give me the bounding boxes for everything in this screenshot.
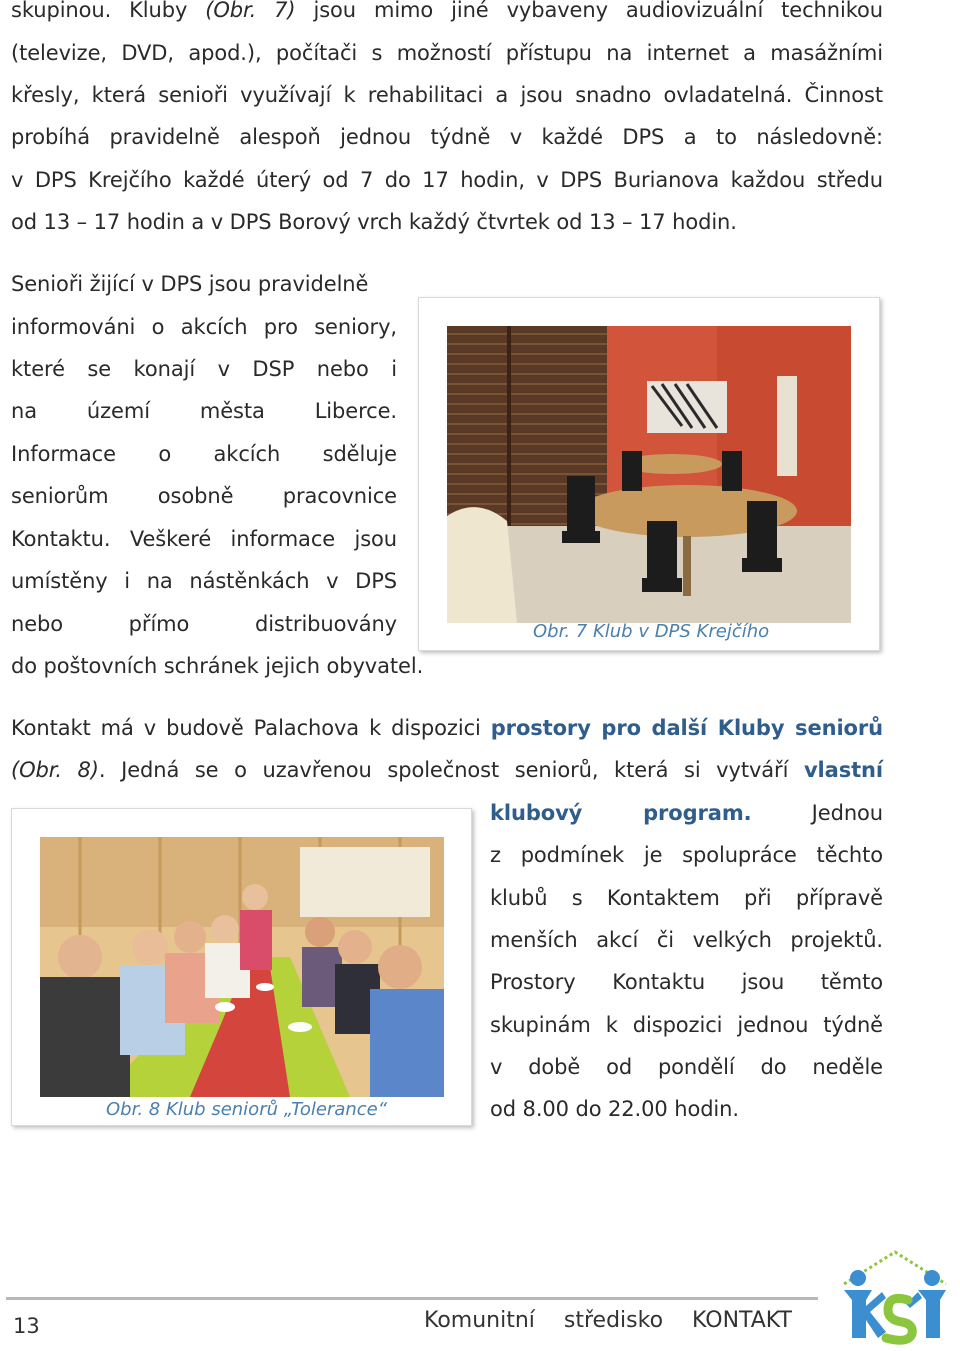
text-span: Jednou bbox=[751, 801, 883, 825]
page-number: 13 bbox=[13, 1314, 40, 1338]
footer-title: Komunitní středisko KONTAKT bbox=[424, 1308, 792, 1333]
text-line: Prostory Kontaktu jsou těmto bbox=[490, 970, 883, 994]
text-line: které se konají v DSP nebo i bbox=[11, 357, 397, 381]
text-line: v době od pondělí do neděle bbox=[490, 1055, 883, 1079]
text-line: (televize, DVD, apod.), počítači s možností přístupu na internet a masážními bbox=[11, 41, 883, 65]
text-line: nebo přímo distribuovány bbox=[11, 612, 397, 636]
highlighted-text: vlastní bbox=[803, 758, 883, 782]
figure-reference: (Obr. 7) bbox=[205, 0, 296, 22]
text-line: umístěny i na nástěnkách v DPS bbox=[11, 569, 397, 593]
club-room-photo-image bbox=[447, 326, 851, 623]
text-line: klubů s Kontaktem při přípravě bbox=[490, 886, 883, 910]
seniors-club-photo bbox=[40, 837, 444, 1097]
text-line: do poštovních schránek jejich obyvatel. bbox=[11, 654, 424, 678]
text-line: v DPS Krejčího každé úterý od 7 do 17 hodin, v DPS Burianova každou středu bbox=[11, 168, 883, 192]
text-line: seniorům osobně pracovnice bbox=[11, 484, 397, 508]
text-line: Informace o akcích sděluje bbox=[11, 442, 397, 466]
text-line: od 13 – 17 hodin a v DPS Borový vrch každý čtvrtek od 13 – 17 hodin. bbox=[11, 210, 737, 234]
figure-caption: Obr. 7 Klub v DPS Krejčího bbox=[533, 621, 770, 642]
figure-club-room bbox=[418, 297, 880, 651]
text-line: od 8.00 do 22.00 hodin. bbox=[490, 1097, 739, 1121]
highlighted-text: prostory pro další Kluby seniorů bbox=[490, 716, 883, 740]
text-line: z podmínek je spolupráce těchto bbox=[490, 843, 883, 867]
figure-reference: (Obr. 8) bbox=[11, 758, 99, 782]
club-room-photo bbox=[447, 326, 851, 623]
text-line: informováni o akcích pro seniory, bbox=[11, 315, 397, 339]
footer-divider bbox=[6, 1297, 818, 1300]
text-line: na území města Liberce. bbox=[11, 399, 397, 423]
text-line: křesly, která senioři využívají k rehabilitaci a jsou snadno ovladatelná. Činnost bbox=[11, 83, 883, 107]
text-line: menších akcí či velkých projektů. bbox=[490, 928, 883, 952]
text-line: Kontaktu. Veškeré informace jsou bbox=[11, 527, 397, 551]
figure-caption: Obr. 8 Klub seniorů „Tolerance“ bbox=[106, 1099, 388, 1120]
highlighted-text: klubový program. bbox=[490, 801, 752, 825]
text-line: probíhá pravidelně alespoň jednou týdně v každé DPS a to následovně: bbox=[11, 125, 883, 149]
text-span: jsou mimo jiné vybaveny audiovizuální technikou bbox=[295, 0, 883, 22]
text-line: Senioři žijící v DPS jsou pravidelně bbox=[11, 272, 369, 296]
text-line: skupinám k dispozici jednou týdně bbox=[490, 1013, 883, 1037]
figure-seniors-club bbox=[11, 808, 472, 1126]
text-span: Kontakt má v budově Palachova k dispozici bbox=[11, 716, 491, 740]
text-span: skupinou. Kluby bbox=[11, 0, 206, 22]
seniors-club-photo-image bbox=[40, 837, 444, 1097]
ks-logo-icon bbox=[836, 1248, 954, 1346]
text-span: . Jedná se o uzavřenou společnost seniorů, která si vytváří bbox=[98, 758, 804, 782]
